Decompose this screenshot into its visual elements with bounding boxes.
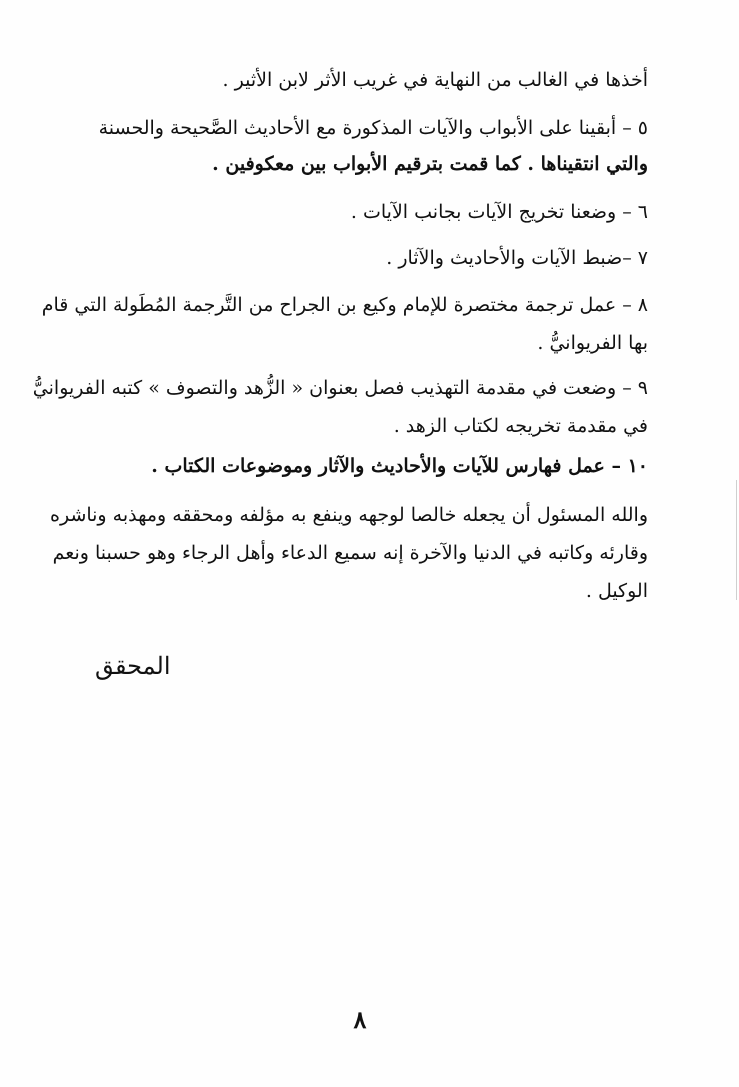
closing-line-3: الوكيل .	[585, 580, 648, 602]
item-10: ١٠ – عمل فهارس للآيات والأحاديث والآثار وموضوعات الكتاب .	[151, 455, 648, 477]
closing-line-2: وقارئه وكاتبه في الدنيا والآخرة إنه سميع الدعاء وأهل الرجاء وهو حسبنا ونعم	[52, 542, 648, 564]
item-8-line-1: ٨ – عمل ترجمة مختصرة للإمام وكيع بن الجراح من التَّرجمة المُطَولة التي قام	[41, 294, 648, 316]
item-9-line-2: في مقدمة تخريجه لكتاب الزهد .	[393, 415, 648, 437]
item-6: ٦ – وضعنا تخريج الآيات بجانب الآيات .	[350, 201, 648, 223]
item-5-line-1: ٥ – أبقينا على الأبواب والآيات المذكورة مع الأحاديث الصَّحيحة والحسنة	[98, 117, 648, 139]
text-line-1: أخذها في الغالب من النهاية في غريب الأثر لابن الأثير .	[222, 69, 648, 91]
item-8-line-2: بها الفريوانيُّ .	[537, 332, 648, 354]
item-7: ٧ –ضبط الآيات والأحاديث والآثار .	[386, 247, 648, 269]
editor-signature: المحقق	[95, 652, 171, 680]
scan-edge-line	[736, 480, 737, 600]
closing-line-1: والله المسئول أن يجعله خالصا لوجهه وينفع به مؤلفه ومحققه ومهذبه وناشره	[50, 504, 648, 526]
page-number: ٨	[353, 1005, 367, 1034]
item-9-line-1: ٩ – وضعت في مقدمة التهذيب فصل بعنوان « الزُّهد والتصوف » كتبه الفريوانيُّ	[32, 377, 648, 399]
item-5-line-2: والتي انتقيناها . كما قمت بترقيم الأبواب بين معكوفين .	[212, 153, 648, 175]
